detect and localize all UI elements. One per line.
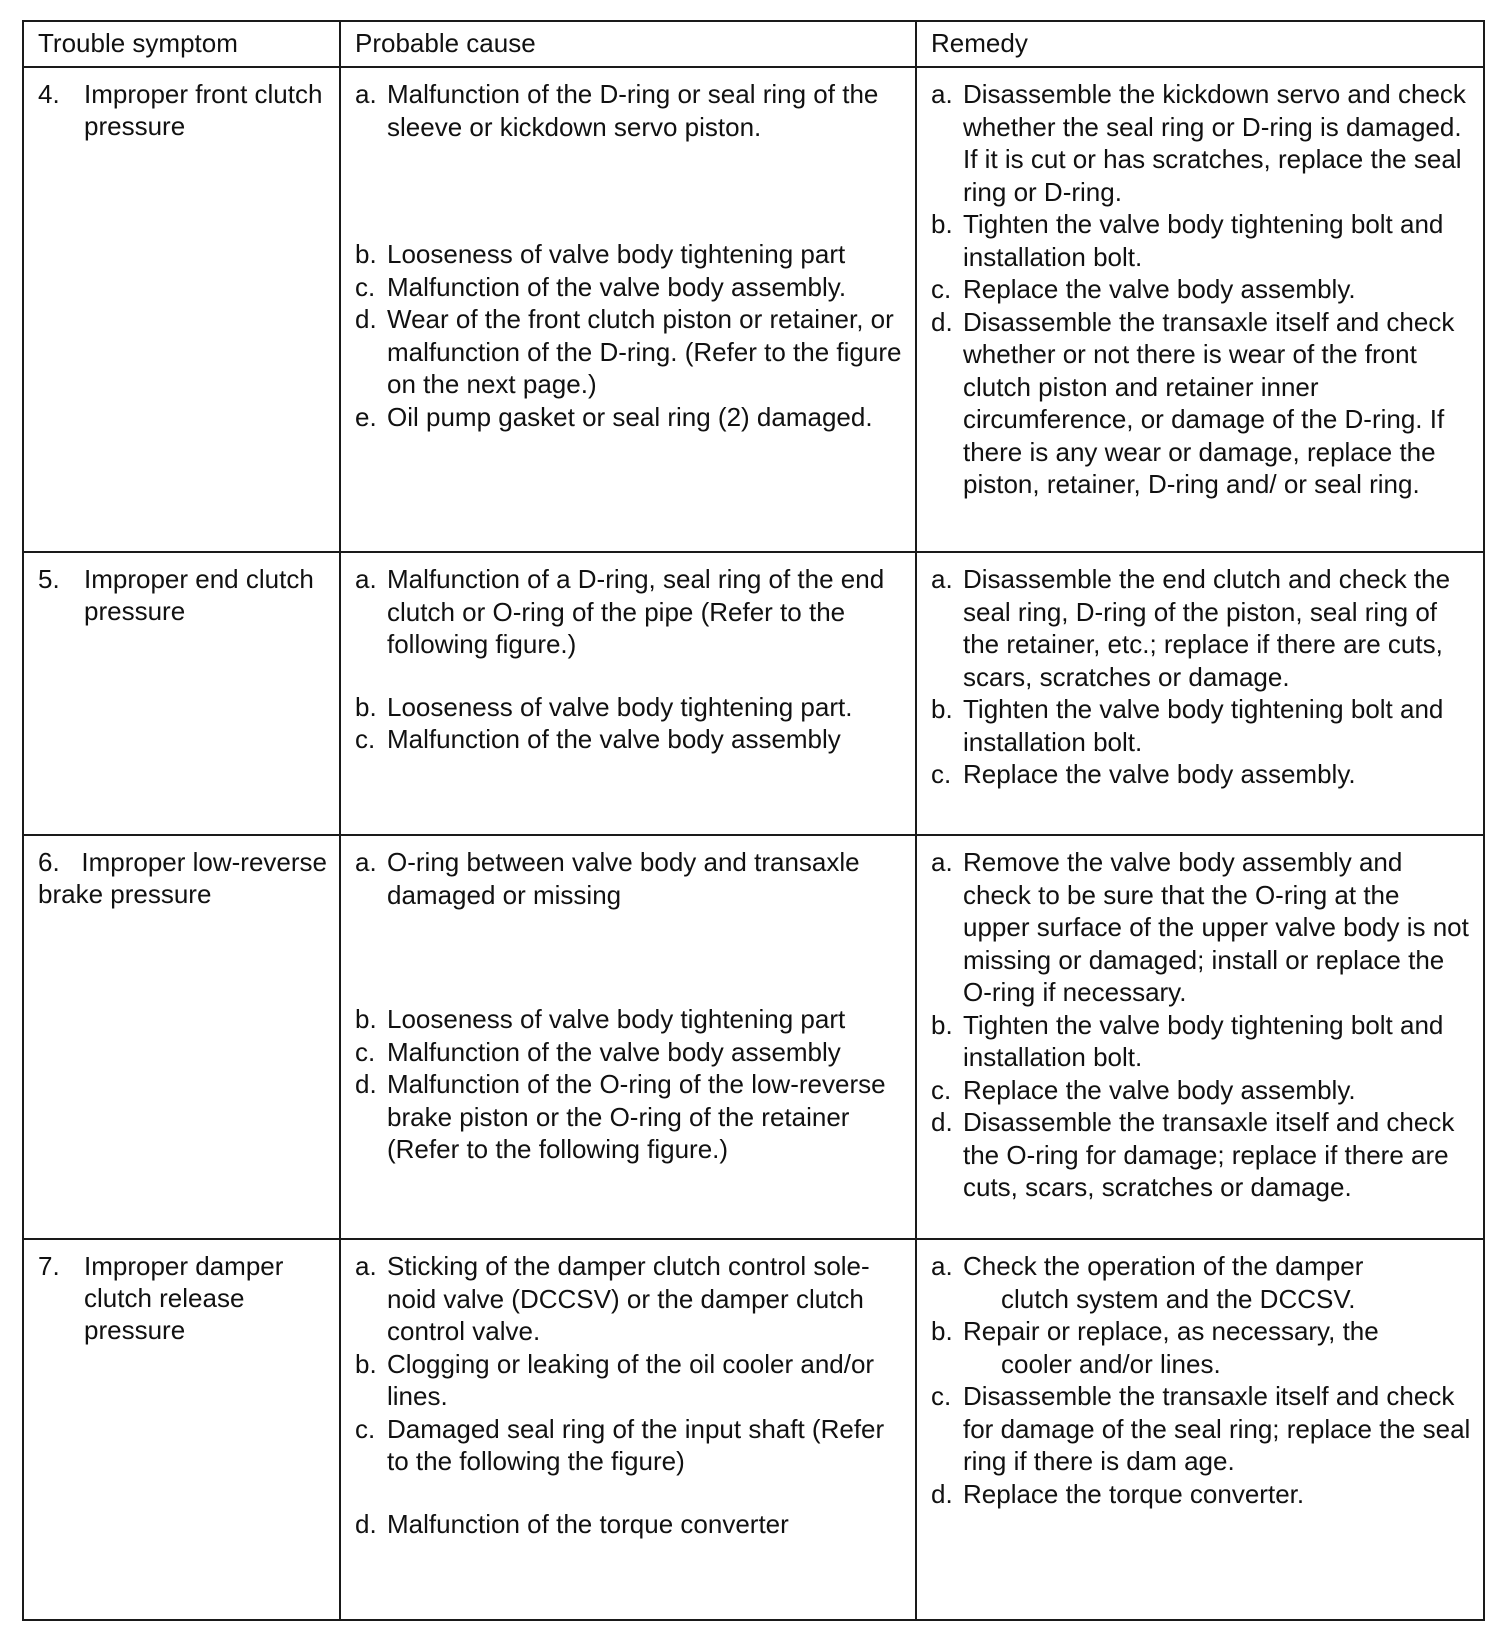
cause-item <box>341 723 915 756</box>
row-number: 4. <box>38 79 60 109</box>
cause-letter: e. <box>355 401 377 432</box>
remedy-text-continued: clutch system and the DCCSV. <box>1001 1283 1356 1314</box>
cause-text: Looseness of valve body tightening part <box>387 1004 846 1034</box>
cause-letter: d. <box>355 1069 377 1099</box>
remedy-text-continued: cooler and/or lines. <box>1001 1348 1221 1379</box>
remedy-item <box>917 306 1483 501</box>
cause-text: Looseness of valve body tightening part <box>387 239 846 269</box>
header-probable-cause: Probable cause <box>340 21 916 67</box>
symptom-text: Improper end clutch pressure <box>84 564 314 626</box>
cause-letter: b. <box>355 239 377 269</box>
remedy-cell <box>916 552 1484 835</box>
cause-letter: b. <box>355 1348 377 1379</box>
cause-cell <box>340 1239 916 1620</box>
remedy-text: Replace the valve body assembly. <box>963 274 1356 304</box>
cause-item <box>341 303 915 401</box>
remedy-letter: c. <box>931 759 952 789</box>
cause-item <box>341 1003 915 1036</box>
cause-item <box>341 691 915 724</box>
cause-letter: c. <box>355 1413 376 1444</box>
cause-text: Clogging or leaking of the oil cooler and/or lines. <box>387 1348 875 1411</box>
cause-text: Malfunction of the D-ring or seal ring of the sleeve or kickdown servo piston. <box>387 79 879 142</box>
remedy-text: Disassemble the transaxle itself and check for damage of the seal ring; replace the seal ring if there is dam age. <box>963 1381 1471 1476</box>
cause-item <box>341 1250 915 1348</box>
cause-letter: a. <box>355 1251 377 1281</box>
remedy-letter: d. <box>931 306 953 337</box>
cause-text: Malfunction of the valve body assembly. <box>387 271 847 302</box>
remedy-item <box>917 1106 1483 1204</box>
remedy-letter: c. <box>931 1381 952 1411</box>
symptom-cell <box>23 835 340 1239</box>
symptom-text: Improper low-reverse brake pressure <box>38 847 327 909</box>
remedy-text: Replace the valve body assembly. <box>963 759 1356 789</box>
remedy-cell <box>916 67 1484 552</box>
cause-letter: b. <box>355 691 377 722</box>
cause-text: Malfunction of the O-ring of the low-reverse brake piston or the O-ring of the retainer (Refer to the following figure.) <box>387 1069 886 1164</box>
cause-item <box>341 1068 915 1166</box>
header-row <box>23 21 1484 67</box>
cause-item <box>341 846 915 911</box>
cause-text: Malfunction of the valve body assembly <box>387 724 841 754</box>
cause-text: Malfunction of a D-ring, seal ring of the end clutch or O-ring of the pipe (Refer to the following figure.) <box>387 564 885 659</box>
remedy-cell <box>916 1239 1484 1620</box>
table-row <box>23 1239 1484 1620</box>
cause-item <box>341 271 915 304</box>
cause-text: Malfunction of the valve body assembly <box>387 1036 841 1067</box>
table-row <box>23 835 1484 1239</box>
remedy-letter: c. <box>931 1074 952 1105</box>
remedy-text: Repair or replace, as necessary, the <box>963 1316 1379 1346</box>
remedy-letter: a. <box>931 1251 953 1281</box>
cause-text: Damaged seal ring of the input shaft (Refer to the following the figure) <box>387 1413 885 1476</box>
remedy-item <box>917 1074 1483 1107</box>
cause-cell <box>340 835 916 1239</box>
cause-text: Malfunction of the torque converter <box>387 1508 789 1539</box>
remedy-text: Tighten the valve body tightening bolt and installation bolt. <box>963 1009 1444 1072</box>
cause-item <box>341 1036 915 1069</box>
cause-letter: c. <box>355 724 376 754</box>
remedy-cell <box>916 835 1484 1239</box>
remedy-text: Replace the valve body assembly. <box>963 1074 1356 1105</box>
remedy-letter: a. <box>931 847 953 877</box>
row-number: 5. <box>38 564 60 594</box>
cause-text: Looseness of valve body tightening part. <box>387 691 853 722</box>
cause-item <box>341 401 915 434</box>
remedy-letter: c. <box>931 274 952 304</box>
symptom-text: Improper front clutch pressure <box>84 79 323 141</box>
remedy-item <box>917 1315 1483 1380</box>
cause-item <box>341 1413 915 1478</box>
header-trouble-symptom: Trouble symptom <box>23 21 340 67</box>
remedy-item <box>917 693 1483 758</box>
remedy-letter: a. <box>931 79 953 109</box>
remedy-letter: b. <box>931 1009 953 1040</box>
troubleshooting-table <box>22 20 1485 1621</box>
cause-text: Wear of the front clutch piston or retainer, or malfunction of the D-ring. (Refer to the figure on the next page.) <box>387 304 902 399</box>
remedy-item <box>917 1478 1483 1511</box>
cause-letter: b. <box>355 1004 377 1034</box>
remedy-text: Disassemble the kickdown servo and check whether the seal ring or D-ring is damaged. If it is cut or has scratches, replace the seal ring or D-ring. <box>963 79 1466 207</box>
remedy-item <box>917 273 1483 306</box>
remedy-item <box>917 758 1483 791</box>
symptom-cell <box>23 67 340 552</box>
cause-item <box>341 563 915 661</box>
header-remedy: Remedy <box>916 21 1484 67</box>
remedy-letter: a. <box>931 564 953 594</box>
row-number: 7. <box>38 1251 60 1281</box>
cause-item <box>341 238 915 271</box>
cause-letter: c. <box>355 271 376 302</box>
cause-text: Oil pump gasket or seal ring (2) damaged. <box>387 401 873 432</box>
remedy-item <box>917 208 1483 273</box>
cause-letter: d. <box>355 304 377 334</box>
cause-letter: c. <box>355 1036 376 1067</box>
remedy-text: Disassemble the end clutch and check the seal ring, D-ring of the piston, seal ring of the retainer, etc.; replace if there are cuts, scars, scratches or damage. <box>963 564 1451 692</box>
cause-text: O-ring between valve body and transaxle damaged or missing <box>387 847 860 910</box>
cause-item <box>341 1348 915 1413</box>
remedy-letter: b. <box>931 1316 953 1346</box>
cause-letter: a. <box>355 847 377 877</box>
remedy-letter: d. <box>931 1107 953 1137</box>
row-number: 6. <box>38 847 60 877</box>
cause-cell <box>340 67 916 552</box>
remedy-item <box>917 1009 1483 1074</box>
cause-item <box>341 78 915 143</box>
symptom-cell <box>23 552 340 835</box>
table-row <box>23 67 1484 552</box>
remedy-letter: d. <box>931 1478 953 1509</box>
remedy-text: Remove the valve body assembly and check to be sure that the O-ring at the upper surface of the upper valve body is not missing or damaged; install or replace the O-ring if necessary. <box>963 847 1469 1007</box>
remedy-text: Replace the torque converter. <box>963 1478 1305 1509</box>
cause-letter: a. <box>355 79 377 109</box>
cause-text: Sticking of the damper clutch control sole-noid valve (DCCSV) or the damper clutch control valve. <box>387 1251 870 1346</box>
remedy-text: Disassemble the transaxle itself and check the O-ring for damage; replace if there are cuts, scars, scratches or damage. <box>963 1107 1455 1202</box>
cause-item <box>341 1508 915 1541</box>
remedy-text: Disassemble the transaxle itself and check whether or not there is wear of the front clutch piston and retainer inner circumference, or damage of the D-ring. If there is any wear or damage, replace the piston, retainer, D-ring and/ or seal ring. <box>963 306 1455 499</box>
table-row <box>23 552 1484 835</box>
remedy-item <box>917 846 1483 1009</box>
remedy-text: Check the operation of the damper <box>963 1251 1364 1281</box>
remedy-text: Tighten the valve body tightening bolt and installation bolt. <box>963 209 1444 272</box>
remedy-item <box>917 1250 1483 1315</box>
remedy-letter: b. <box>931 694 953 724</box>
cause-letter: d. <box>355 1508 377 1539</box>
cause-letter: a. <box>355 564 377 594</box>
remedy-letter: b. <box>931 209 953 239</box>
symptom-cell <box>23 1239 340 1620</box>
remedy-item <box>917 563 1483 693</box>
symptom-text: Improper damper clutch release pressure <box>84 1251 284 1345</box>
remedy-item <box>917 78 1483 208</box>
remedy-text: Tighten the valve body tightening bolt and installation bolt. <box>963 694 1444 757</box>
cause-cell <box>340 552 916 835</box>
remedy-item <box>917 1380 1483 1478</box>
